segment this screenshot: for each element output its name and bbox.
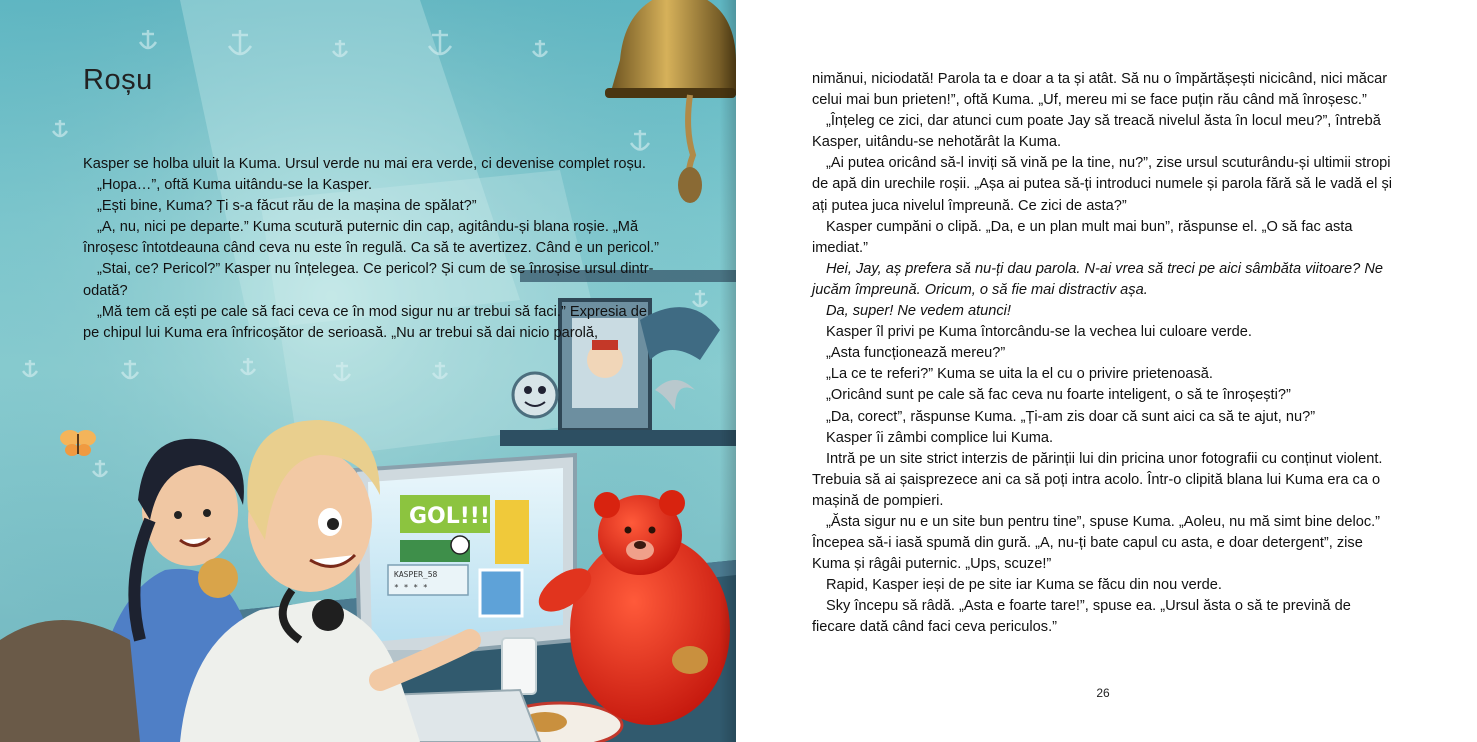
right-page-text xyxy=(812,69,1396,639)
right-paragraph: „La ce te referi?” Kuma se uita la el cu o privire prietenoasă. xyxy=(826,366,1213,383)
right-paragraph-message: Hei, Jay, aș prefera să nu-ți dau parola. N-ai vrea să treci pe aici sâmbăta viitoare? Ne jucăm împreună. Oricum, o să fie mai distractiv așa. xyxy=(812,260,1383,298)
chapter-title: Roșu xyxy=(83,64,153,96)
illustration xyxy=(0,0,736,742)
left-paragraph: „Ești bine, Kuma? Ți s-a făcut rău de la mașina de spălat?” xyxy=(97,198,477,215)
left-page xyxy=(0,0,736,742)
right-paragraph: „Oricând sunt pe cale să fac ceva nu foarte inteligent, o să te înroșești?” xyxy=(826,387,1291,404)
right-paragraph: Intră pe un site strict interzis de părinții lui din pricina unor fotografii cu conținut violent. Trebuia să ai șaisprezece ani ca să poți intra acolo. Într-o clipită blana lui Kuma era ca o mașină de pompieri. xyxy=(812,450,1383,509)
right-paragraph: „Înțeleg ce zici, dar atunci cum poate Jay să treacă nivelul ăsta în locul meu?”, întrebă Kasper, uitându-se nehotărât la Kuma. xyxy=(812,113,1381,151)
right-paragraph: „Asta funcționează mereu?” xyxy=(826,345,1006,362)
right-paragraph: Kasper îi zâmbi complice lui Kuma. xyxy=(826,429,1054,446)
right-paragraph: Kasper îl privi pe Kuma întorcându-se la vechea lui culoare verde. xyxy=(826,324,1252,341)
right-paragraph: „Ai putea oricând să-l inviți să vină pe la tine, nu?”, zise ursul scuturându-și ultimii stropi de apă din urechile roșii. „Așa ai putea să-ți introduci numele și parola fără să le vadă el și ați putea juca nivelul împreună. Ce zici de asta?” xyxy=(812,155,1393,214)
left-paragraph: „A, nu, nici pe departe.” Kuma scutură puternic din cap, agitându-și blana roșie. „Mă înroșesc întotdeauna când ceva nu este în regulă. Ca să te avertizez. Când e un pericol.” xyxy=(83,219,659,257)
screen-headline: GOL!!! xyxy=(409,504,490,529)
page-number: 26 xyxy=(1096,686,1110,700)
right-paragraph: „Ăsta sigur nu e un site bun pentru tine”, spuse Kuma. „Aoleu, nu mă simt bine deloc.” Începea să-i iasă spumă din gură. „A, nu-ți bate capul cu asta, e doar detergent”, zise Kuma și râgâi puternic. „Ups, scuze!” xyxy=(812,513,1381,573)
right-paragraph: Sky începu să râdă. „Asta e foarte tare!”, spuse ea. „Ursul ăsta o să te prevină de fiecare dată când faci ceva periculos.” xyxy=(812,598,1351,636)
left-page-text xyxy=(83,154,663,344)
screen-password: * * * * xyxy=(394,583,428,592)
spine-shadow xyxy=(720,0,736,742)
right-page xyxy=(736,0,1477,742)
right-paragraph-message: Da, super! Ne vedem atunci! xyxy=(826,303,1011,320)
screen-username: KASPER_58 xyxy=(394,570,438,579)
left-paragraph: „Hopa…”, oftă Kuma uitându-se la Kasper. xyxy=(97,177,372,194)
left-paragraph: „Stai, ce? Pericol?” Kasper nu înțelegea. Ce pericol? Și cum de se înroșise ursul dintr-odată? xyxy=(83,261,654,299)
right-paragraph: Kasper cumpăni o clipă. „Da, e un plan mult mai bun”, răspunse el. „O să fac asta imediat.” xyxy=(812,218,1353,256)
left-paragraph: „Mă tem că ești pe cale să faci ceva ce în mod sigur nu ar trebui să faci.” Expresia de pe chipul lui Kuma era înfricoșător de serioasă. „Nu ar trebui să dai nicio parolă, xyxy=(83,303,647,341)
right-paragraph: „Da, corect”, răspunse Kuma. „Ți-am zis doar că sunt aici ca să te ajut, nu?” xyxy=(826,408,1316,425)
right-paragraph: nimănui, niciodată! Parola ta e doar a ta și atât. Să nu o împărtășești nicicând, nici măcar celui mai bun prieten!”, oftă Kuma. „Uf, mereu mi se face puțin rău când mă înroșesc.” xyxy=(812,71,1388,109)
left-paragraph: Kasper se holba uluit la Kuma. Ursul verde nu mai era verde, ci devenise complet roșu. xyxy=(83,156,646,172)
right-paragraph: Rapid, Kasper ieși de pe site iar Kuma se făcu din nou verde. xyxy=(826,577,1222,594)
